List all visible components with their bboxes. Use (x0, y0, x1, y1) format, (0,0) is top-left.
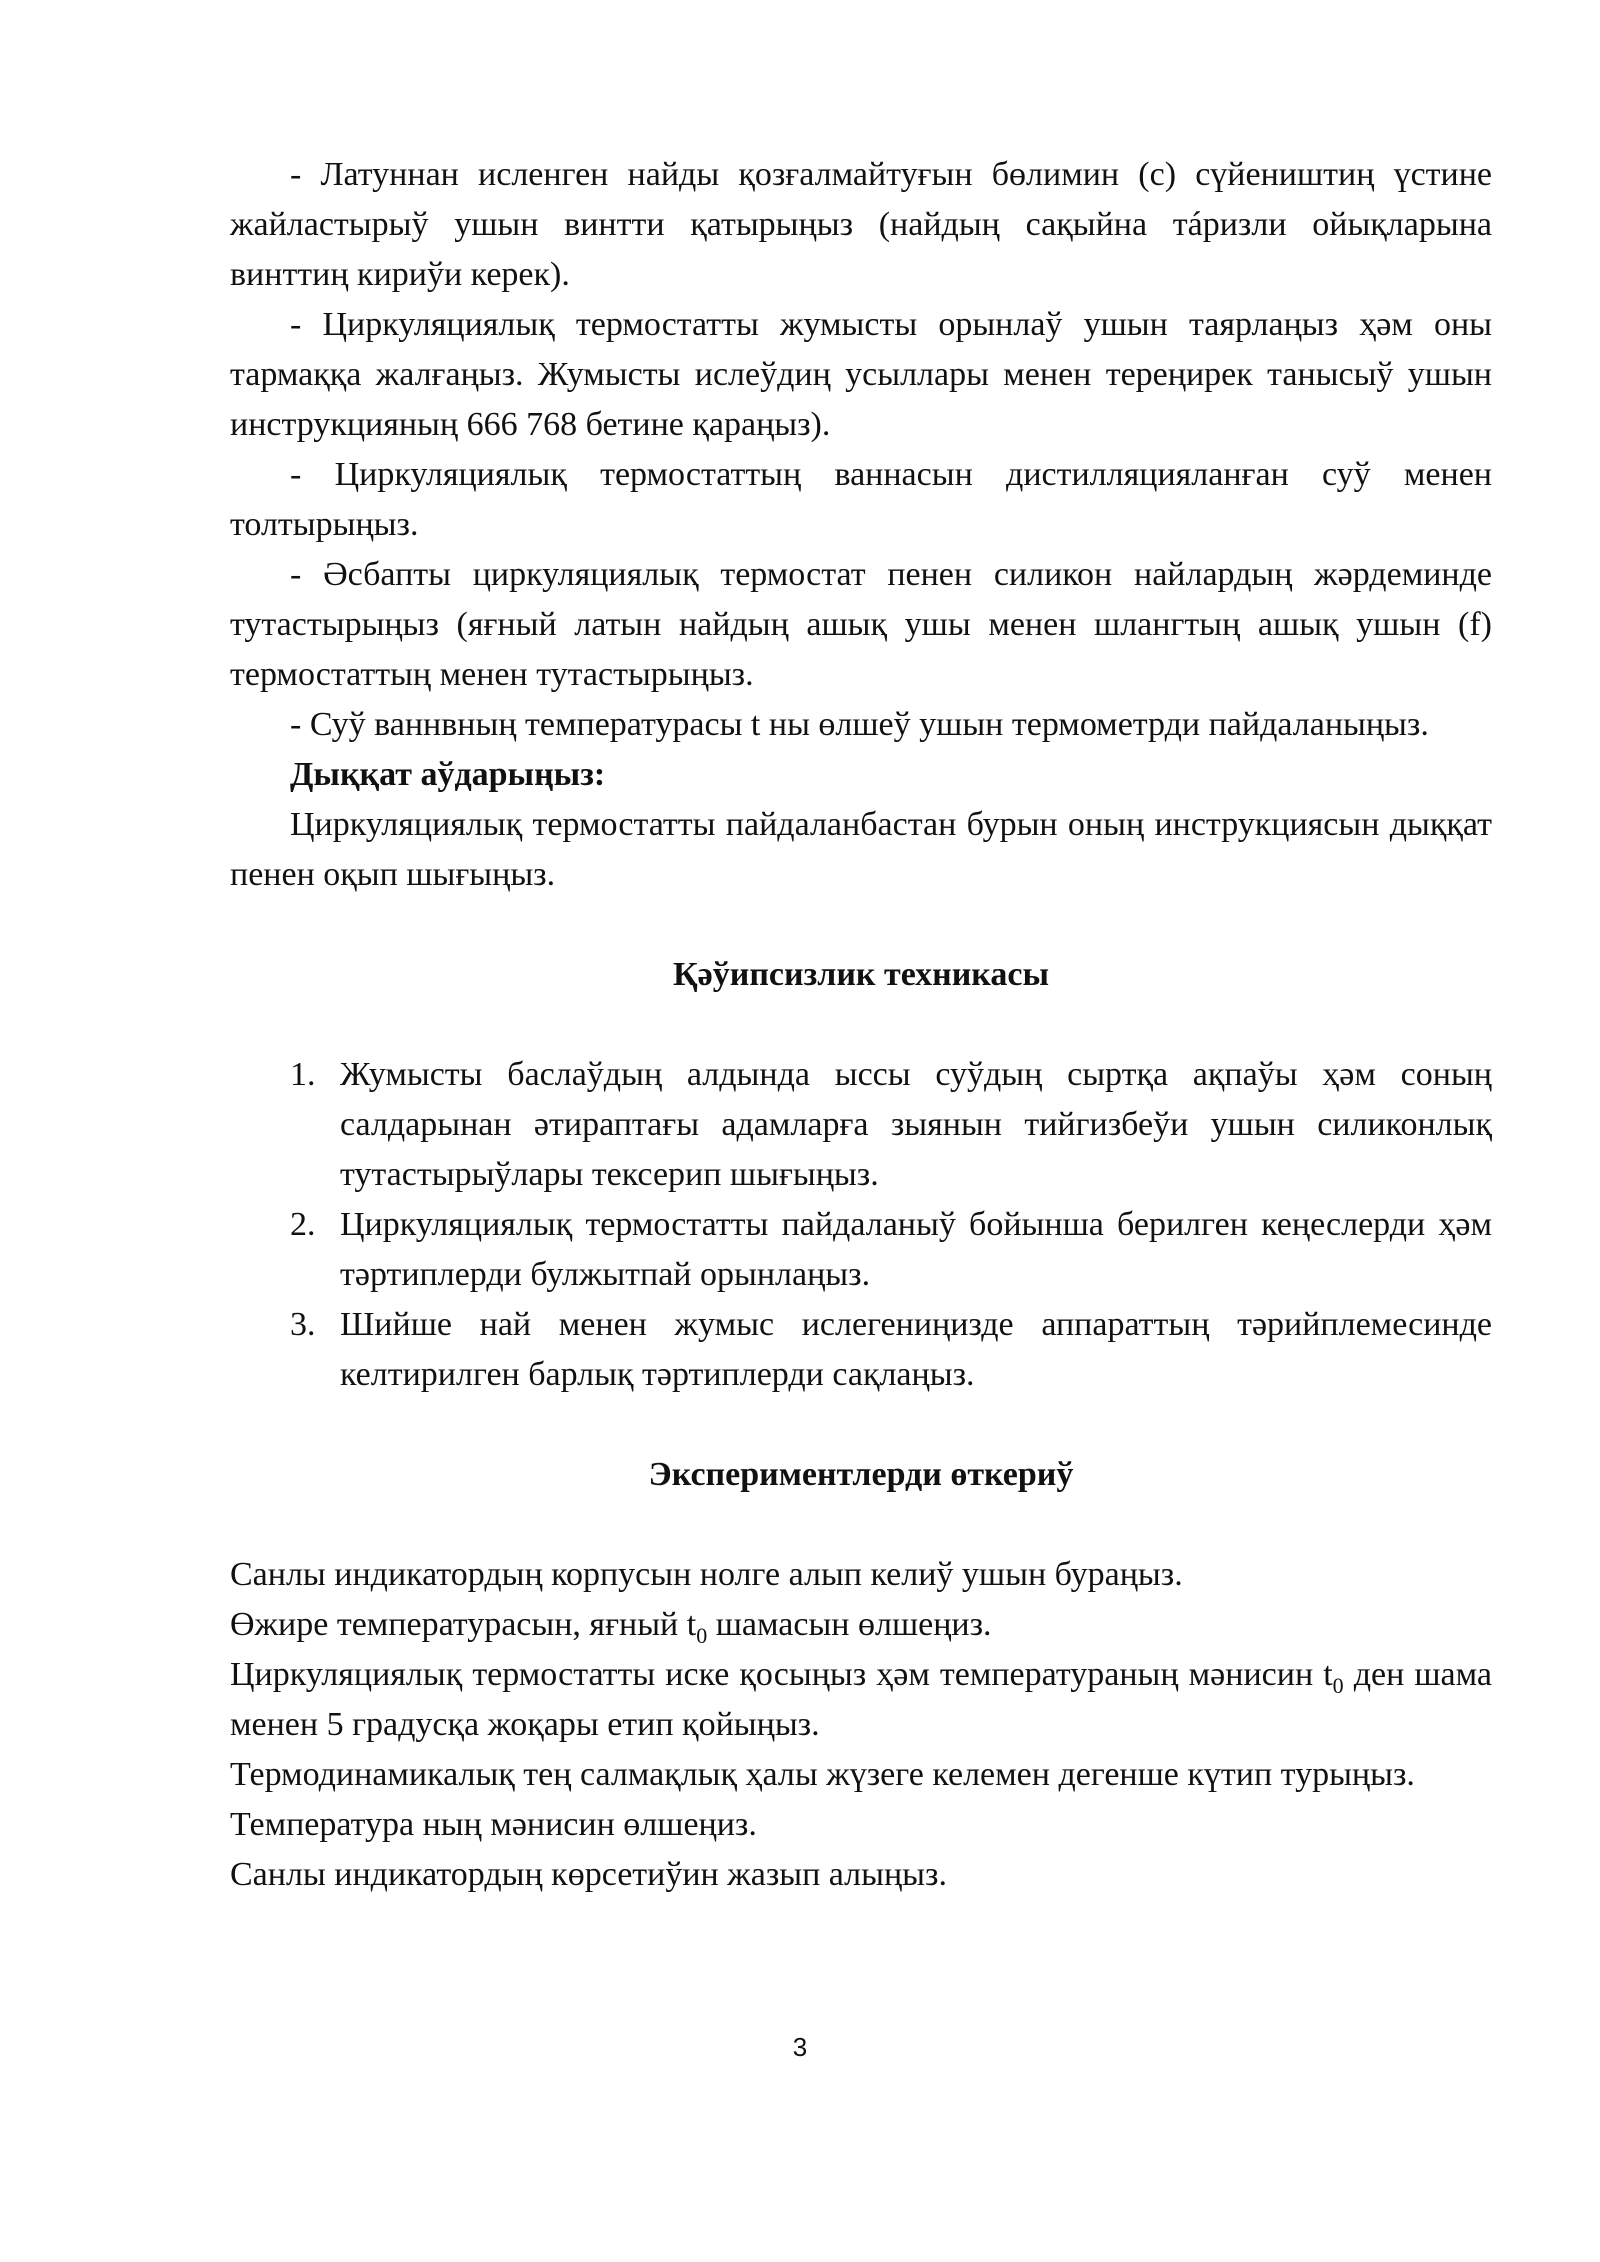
list-item-text: Жумысты баслаўдың алдында ыссы суўдың сыртқа ақпаўы ҳәм соның салдарынан әтираптағы адамларға зыянын тийгизбеўи ушын силиконлық тутастырыўлары тексерип шығыңыз. (340, 1056, 1492, 1193)
paragraph-thermostat-prepare: - Циркуляциялық термостатты жумысты орынлаў ушын таярлаңыз ҳәм оны тармаққа жалғаңыз. Жумысты ислеўдиң усыллары менен тереңирек танысыў ушын инструкцияның 666 768 бетине қараңыз). (230, 306, 1492, 443)
list-number: 1. (290, 1056, 316, 1093)
document-page (230, 150, 1492, 1900)
attention-text: Циркуляциялық термостатты пайдаланбастан бурын оның инструкциясын дыққат пенен оқып шығыңыз. (230, 806, 1492, 893)
experiments-heading: Экспериментлерди өткериў (648, 1456, 1074, 1493)
page-number: 3 (792, 2032, 808, 2062)
step-set-thermostat: Циркуляциялық термостатты иске қосыңыз ҳәм температураның мәнисин $t_0$ ден шама менен 5 градусқа жоқары етип қойыңыз. (230, 1656, 1492, 1743)
paragraph-fill-bath: - Циркуляциялық термостаттың ваннасын дистилляцияланған суў менен толтырыңыз. (230, 456, 1492, 543)
list-number: 2. (290, 1206, 316, 1243)
safety-item-2 (230, 1200, 1492, 1300)
step-zero-indicator: Санлы индикатордың корпусын нолге алып келиў ушын бураңыз. (230, 1556, 1183, 1593)
step-record-indicator: Санлы индикатордың көрсетиўин жазып алыңыз. (230, 1856, 947, 1893)
attention-label: Дыққат аўдарыңыз: (290, 756, 606, 793)
safety-heading: Қәўипсизлик техникасы (672, 956, 1050, 993)
step-measure-temp: Температура ның мәнисин өлшеңиз. (230, 1806, 757, 1843)
paragraph-screw-fixing: - Латуннан исленген найды қозғалмайтуғын бөлимин (c) сүйеништиң үстине жайластырыў ушын винтти қатырыңыз (найдың сақыйна тáризли ойықларына винттиң кириўи керек). (230, 156, 1492, 293)
safety-item-3 (230, 1300, 1492, 1400)
safety-list (230, 1050, 1492, 1400)
experiment-steps (230, 1550, 1492, 1900)
list-number: 3. (290, 1306, 316, 1343)
step-measure-room-temp: Өжире температурасын, яғный $t_0$ шамасын өлшеңиз. (230, 1606, 992, 1648)
paragraph-connect-hoses: - Әсбапты циркуляциялық термостат пенен силикон найлардың жәрдеминде тутастырыңыз (яғный латын найдың ашық ушы менен шлангтың ашық ушын (f) термостаттың менен тутастырыңыз. (230, 556, 1492, 693)
step-wait-equilibrium: Термодинамикалық тең салмақлық ҳалы жүзеге келемен дегенше күтип турыңыз. (230, 1756, 1415, 1793)
paragraph-thermometer: - Суў ваннвның температурасы t ны өлшеў ушын термометрди пайдаланыңыз. (290, 706, 1429, 743)
list-item-text: Шийше най менен жумыс ислегениңизде аппараттың тәрийплемесинде келтирилген барлық тәртиплерди сақлаңыз. (340, 1306, 1492, 1393)
list-item-text: Циркуляциялық термостатты пайдаланыў бойынша берилген кеңеслерди ҳәм тәртиплерди булжытпай орынлаңыз. (340, 1206, 1492, 1293)
intro-section (230, 150, 1492, 900)
safety-item-1 (230, 1050, 1492, 1200)
